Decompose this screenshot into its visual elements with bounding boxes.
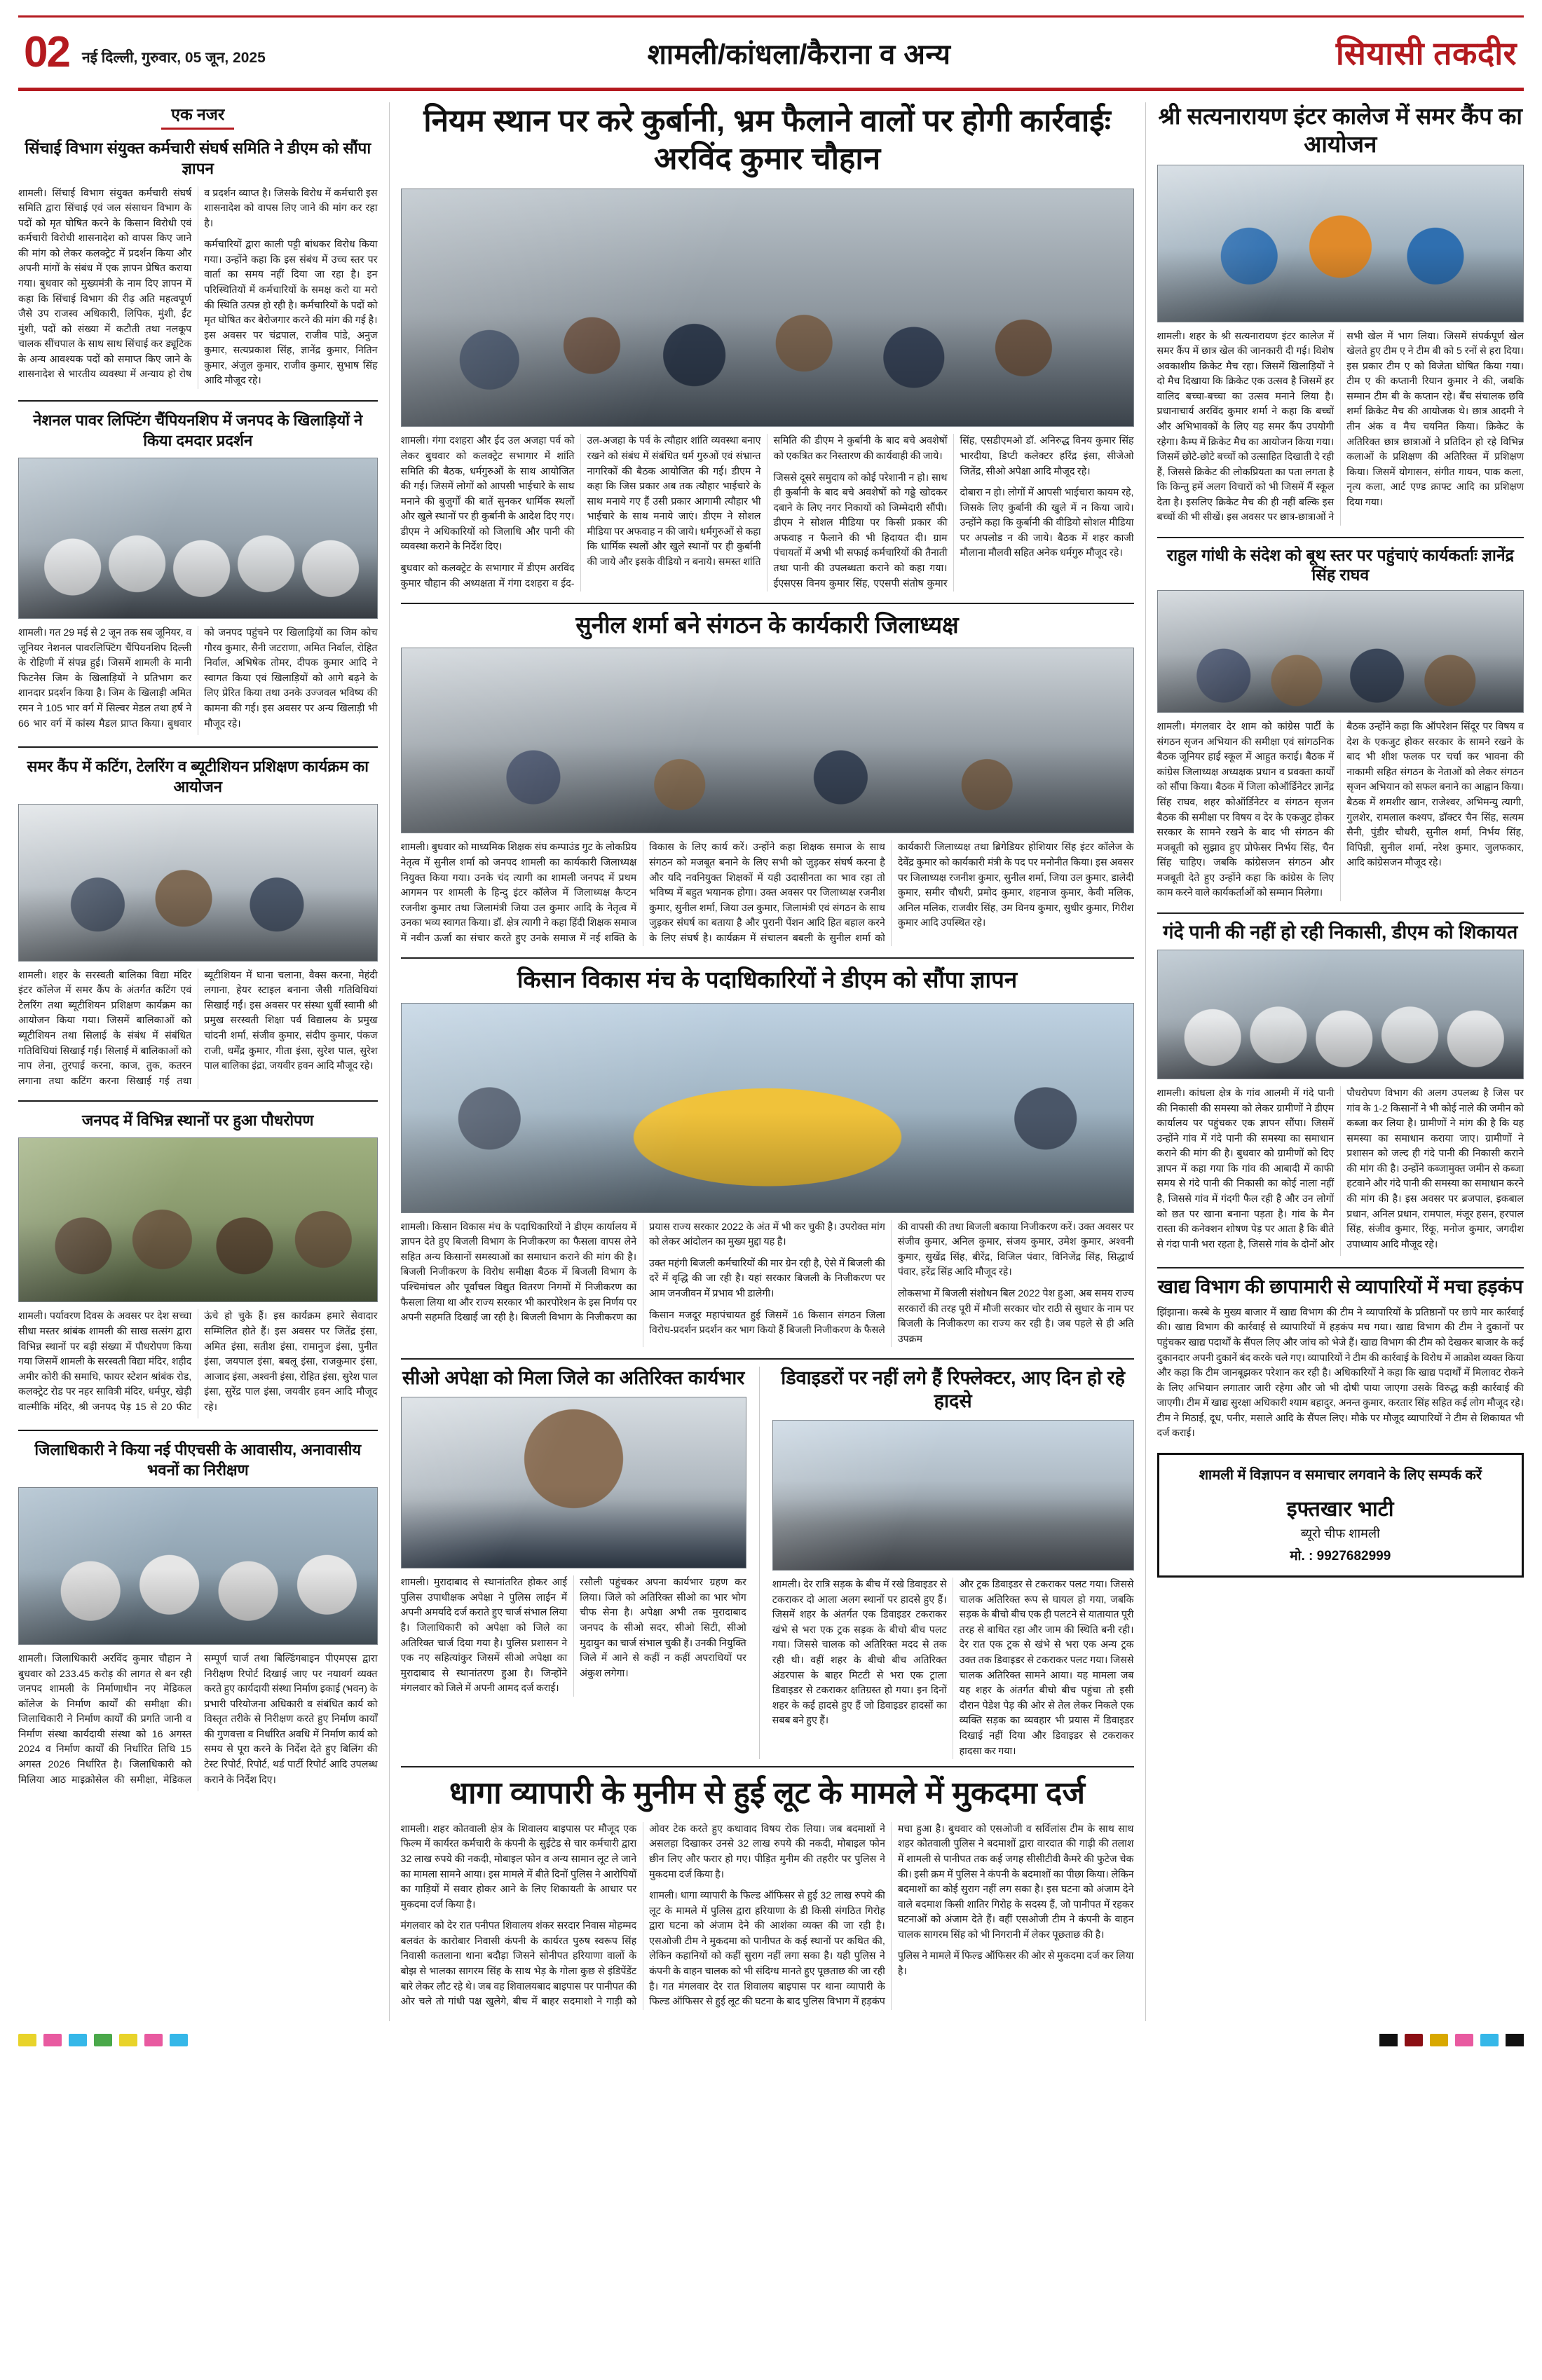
paragraph: शामली। शहर कोतवाली क्षेत्र के शिवालय बाइपास पर मौजूद एक फिल्म में कार्यरत कर्मचारी के कंपनी के सुईटेड से चार कर्मचारी द्वारा 32 लाख रुपये की नकदी, मोबाइल फोन व अन्य सामान लूट ले जाने का मामला सामने आया। इस मामले में बीते दिनों पुलिस ने आरोपियों का गाड़ियों में सवार होकर आने के लिए शिकायती के आधार पर मुकदमा दर्ज किया है। <box>400 1823 637 1910</box>
ad-line-1: शामली में विज्ञापन व समाचार लगवाने के लिए सम्पर्क करें <box>1199 1467 1482 1483</box>
paragraph: शामली। शहर के श्री सत्यनारायण इंटर कालेज में समर कैंप में छात्र खेल की जानकारी दी गई। विशेष अवकाशीय क्रिकेट मैच रहा। जिसमें खिलाड़ियों ने दो मैच दिखाया कि क्रिकेट एक उत्सव है जिसमें हर वालिद बच्चा-बच्चा का उत्सव मनाने लिया है। प्रधानाचार्य अरविंद कुमार शर्मा ने कहा कि बच्चों और अभिभावकों के लिए यह समर कैंप उपयोगी रहेगा। कैम्प में क्रिकेट मैच का आयोजन किया गया। जिसमें छोटे-छोटे बच्चों को उत्साहित दिखाती दे रही हैं, जिससे क्रिकेट की लोकप्रियता का पता लगता है कि किन्तु हमें अलग विचारों को भी जिसमें मैं स्कूल देता है। इसलिए क्रिकेट मैच की ही नहीं बल्कि इस बच्चों की भी सीखें। इस अवसर पर छात्र-छात्राओं ने सभी खेल में भाग लिया। जिसमें संपर्कपूर्ण खेल खेलते हुए टीम ए ने टीम बी को 5 रनों से हरा दिया। इस प्रकार टीम ए को विजेता घोषित किया गया। टीम ए की कप्तानी रियान कुमार ने की, जबकि सम्मान टीम बी के कप्तान रहे। बैंच संचालक छवि शर्मा क्रिकेट मैच की आयोजक थे। छात्र आदमी ने तीन अंक व मैच चयनित किया। क्रिकेट के अतिरिक्त छात्र छात्राओं ने प्रतिदिन हो रहे विभिन्न कलाओं के प्रशिक्षण की अतिरिक्त में प्रशिक्षण किया। जिसमें योगासन, संगीत गायन, पाक कला, नृत्य कला, आर्ट एण्ड क्राफ्ट आदि का प्रशिक्षण दिया गया। <box>1156 330 1524 524</box>
article-headline: सिंचाई विभाग संयुक्त कर्मचारी संघर्ष समिति ने डीएम को सौंपा ज्ञापन <box>25 139 371 178</box>
newspaper-page <box>0 15 1542 2380</box>
divider <box>401 603 1134 604</box>
color-bar-cyan <box>69 2034 87 2046</box>
article-headline: सुनील शर्मा बने संगठन के कार्यकारी जिलाध्यक्ष <box>575 612 959 638</box>
ad-designation: ब्यूरो चीफ शामली <box>1300 1526 1380 1540</box>
paragraph: बैठक उन्होंने कहा कि ऑपरेशन सिंदूर पर विषय व देश के एकजुट होकर सरकार के सामने रखने के बाद भी शीश फलक पर चर्चा कर भावना की नाकामी सहित संगठन के नेताओं को लेकर संगठन सृजन अभियान को सफल बनाने का आह्वान किया। बैठक में शमशीर खान, राजेश्वर, अभिमन्यु त्यागी, गुलशेर, रामलाल कश्यप, डॉक्टर चैन सिंह, सत्यम सैनी, पुंडीर चौधरी, सुनील शर्मा, निर्भय सिंह, विपिन्नी, सुनील शर्मा, नरेश कुमार, जुलफकार, आदि कांग्रेसजन मौजूद रहे। <box>1346 721 1524 869</box>
color-bar-black <box>1379 2034 1398 2046</box>
article-photo <box>1157 165 1524 322</box>
paragraph: शामली। पर्यावरण दिवस के अवसर पर देश सच्चा सीधा मस्तर श्रांबंक शामली की साख सत्संग द्वारा विभिन्न स्थानों पर बड़ी संख्या में पौधरोपण किया गया जिसमें शामली के सरस्वती विद्या मंदिर, शहीद अमीर कोरी की समाधि, फायर स्टेशन श्रांबंक रोड, कलक्ट्रेट रोड पर नहर सावित्री मंदिर, धर्मपुर, खेड़ी वाल्मीकि मंदिर, श्री जनपद पेड़ 15 से 20 फीट ऊंचे हो चुके हैं। इस कार्यक्रम हमारे सेवादार सम्मिलित होते हैं। इस अवसर पर जितेंद्र इंसा, अमित इंसा, सतीश इंसा, रामानुज इंसा, पुनीत इंसा, जयपाल इंसा, बबलू इंसा, राजकुमार इंसा, आजाद इंसा, अश्वनी इंसा, रोहित इंसा, सुरेश पाल इंसा, सुरेंद्र पाल इंसा, जयवीर हवन आदि मौजूद रहे। <box>18 1311 378 1413</box>
paragraph: बुधवार को कलक्ट्रेट के सभागार में डीएम अरविंद कुमार चौहान की अध्यक्षता में गंगा दशहरा व ईद-उल-अजहा के पर्व के त्यौहार शांति व्यवस्था बनाए रखने को संबंध में संबंधित धर्म गुरुओं एवं संभ्रान्त नागरिकों की बैठक आयोजित की गई। डीएम ने कहा कि जिस प्रकार अब तक त्यौहार भाईचारे के साथ मनाये गए हैं उसी प्रकार आगामी त्यौहार भी भाईचारे के साथ मनाये जाएं। डीएम ने सोशल मीडिया पर अफवाह न की जाये। धर्मगुरुओं से कहा कि धार्मिक स्थलों और खुले स्थानों पर ही कुर्बानी की जाये और इसके वीडियो न बनाये। समस्त शांति समिति की डीएम ने कुर्बानी के बाद बचे अवशेषों को एकत्रित कर निस्तारण की कार्यवाही की जाये। <box>400 435 948 589</box>
article-satyanarayan-summer-camp <box>1157 102 1524 526</box>
paragraph: उक्त महंगी बिजली कर्मचारियों की मार ग्रेन रही है, ऐसे में बिजली की दरें में वृद्धि की जा रही है। यहां सरकार बिजली के निजीकरण पर आम जनजीवन में प्रभाव भी डालेगी। <box>649 1257 885 1299</box>
article-dirty-water-complaint <box>1157 921 1524 1256</box>
article-headline: जनपद में विभिन्न स्थानों पर हुआ पौधरोपण <box>18 1100 378 1130</box>
article-headline: डिवाइडरों पर नहीं लगे हैं रिफ्लेक्टर, आए दिन हो रहे हादसे <box>781 1367 1126 1412</box>
article-headline: जिलाधिकारी ने किया नई पीएचसी के आवासीय, अनावासीय भवनों का निरीक्षण <box>18 1430 378 1480</box>
color-bar-cyan-3 <box>1480 2034 1499 2046</box>
article-body <box>772 1578 1134 1759</box>
article-headline: खाद्य विभाग की छापामारी से व्यापारियों में मचा हड़कंप <box>1157 1276 1523 1297</box>
article-photo <box>1157 590 1524 713</box>
page-number: 02 <box>24 28 69 76</box>
ek-nazar-tag <box>18 102 378 132</box>
article-headline: राहुल गांधी के संदेश को बूथ स्तर पर पहुंचाएं कार्यकर्ताः ज्ञानेंद्र सिंह राघव <box>1166 546 1514 584</box>
article-body <box>18 186 378 390</box>
article-body <box>18 969 378 1090</box>
color-bar-magenta <box>43 2034 62 2046</box>
divider <box>401 1766 1134 1767</box>
article-loot-case <box>401 1774 1134 2010</box>
color-bar-magenta-2 <box>144 2034 163 2046</box>
divider <box>1157 537 1524 538</box>
article-headline: गंदे पानी की नहीं हो रही निकासी, डीएम को शिकायत <box>1163 922 1518 943</box>
paragraph: शामली। बुधवार को माध्यमिक शिक्षक संघ कम्पाउंड गुट के लोकप्रिय नेतृत्व में सुनील शर्मा को जनपद शामली का कार्यकारी जिलाध्यक्ष नियुक्त किया गया। उनके चंद त्यागी का शामली जनपद में प्रथम आगमन पर शामली के हिन्दु इंटर कॉलेज में जिलाध्यक्ष कैप्टन रजनीश कुमार तथा जिलामंत्री जिया उल कुमार आदि के नेतृत्व में उनका भव्य स्वागत किया। डॉ. क्षेत्र त्यागी ने कहा हिंदी शिक्षक समाज में नवीन ऊर्जा का संचार करते हुए उनके समाज में नई शक्ति के विकास के लिए कार्य करें। उन्होंने कहा शिक्षक समाज के साथ संगठन को मजबूत बनाने के लिए सभी को जुड़कर संघर्ष करना है और यदि नवनियुक्त शिक्षकों में यही उदासीनता का भाव रहा तो भविष्य में बहुत भयानक होगा। उक्त अवसर पर जिलाध्यक्ष रजनीश कुमार, सुनील शर्मा, जिया उल कुमार, जिलामंत्री एवं संगठन के साथ जुड़कर संघर्ष का बताया है और पुरानी पेंशन आदि हित बहाल करने के लिए संघर्ष है। कार्यक्रम में संचालन बबली के सुनील शर्मा को कार्यकारी जिलाध्यक्ष तथा ब्रिगेडियर होशियार सिंह इंटर कॉलेज के देवेंद्र कुमार को कार्यकारी मंत्री के पद पर मनोनीत किया। इस अवसर पर जिलाध्यक्ष रजनीश कुमार, सुनील शर्मा, जिया उल कुमार, डालेदी कुमार, समीर चौधरी, प्रमोद कुमार, शहनाज कुमार, केवी मलिक, अनिल मलिक, राजवीर सिंह, उम विनय कुमार, सुधीर कुमार, गिरीश कुमार आदि उपस्थित रहे। <box>400 842 1134 944</box>
article-body <box>1157 720 1524 901</box>
paragraph: शामली। धागा व्यापारी के फिल्ड ऑफिसर से हुई 32 लाख रुपये की लूट के मामले में पुलिस द्वारा हरियाणा के डी किसी संगठित गिरोह द्वारा घटना को अंजाम देने की आशंका व्यक्त की जा रही है। एसओजी टीम ने मुकदमा को पानीपत के कई स्थानों पर कथित की, लेकिन कहानियों को कहीं सुराग नहीं लगा सका है। यही पुलिस ने कंपनी के वाहन चालक को भी संदिग्ध मानते हुए पूछताछ की जा रही है। गत मंगलवार देर रात शिवालय बाइपास पर थाना व्यापारी के फिल्ड ऑफिसर से हुई लूट की घटना के बाद पुलिस विभाग में हड़कंप मचा हुआ है। बुधवार को एसओजी व सर्विलांस टीम के साथ साथ शहर कोतवाली पुलिस ने बदमाशों द्वारा वारदात की गाड़ी की तलाश में शामली से पानीपत तक कई जगह सीसीटीवी कैमरे की फुटेज चेक की। इसी क्रम में पुलिस ने कंपनी के बदमाशों का पीछा किया। लेकिन बदमाशों का कोई सुराग नहीं लग सका है। इस घटना को अंजाम देने वाले बदमाश किसी शातिर गिरोह के सदस्य हैं, जो पानीपत में रहकर घटनाओं को अंजाम देते हैं। वहीं एसओजी टीम ने कंपनी के वाहन चालक सागरम सिंह को भी निगरानी में लेकर पूछताछ की है। <box>649 1823 1134 2008</box>
two-article-row <box>401 1367 1134 1759</box>
left-column <box>18 102 390 2021</box>
section-title: शामली/कांधला/कैराना व अन्य <box>647 39 951 70</box>
article-dividers-reflectors <box>759 1367 1134 1759</box>
article-body <box>401 1575 746 1697</box>
advertisement-box <box>1157 1453 1524 1578</box>
article-photo <box>1157 950 1524 1079</box>
article-body <box>18 626 378 735</box>
ad-contact-name: इफ्तखार भाटी <box>1286 1497 1394 1521</box>
article-body <box>1157 1086 1524 1256</box>
ad-mobile: मो. : 9927682999 <box>1290 1548 1391 1564</box>
article-body <box>401 1220 1134 1348</box>
article-photo <box>772 1420 1134 1571</box>
registration-color-bars <box>18 2034 1524 2046</box>
article-body <box>1157 329 1524 526</box>
paragraph: रसौली पहुंचकर अपना कार्यभार ग्रहण कर लिया। जिले को अतिरिक्त सीओ का भार भोग चीफ सेना है। अपेक्षा अभी तक मुरादाबाद जनपद के सीओ सदर, सीओ सिटी, सीओ मुदायुन का चार्ज संभाल चुकी हैं। उनकी नियुक्ति जिले में आने से कहीं न कहीं अपराधियों पर अंकुश लगेगा। <box>580 1577 746 1679</box>
article-photo <box>18 1487 378 1645</box>
masthead-left <box>18 18 453 88</box>
paragraph: लोकसभा में बिजली संशोधन बिल 2022 पेश हुआ, अब समय राज्य सरकारों की तरह पूरी में मौजी सरकार चोर राठी से सुधार के नाम पर बिजली के निजीकरण का राज्य कर रही है। जब पहले से ही अति उपक्रम <box>897 1287 1134 1345</box>
article-headline: समर कैंप में कटिंग, टेलरिंग व ब्यूटीशियन प्रशिक्षण कार्यक्रम का आयोजन <box>18 746 378 797</box>
paragraph: शामली। गत 29 मई से 2 जून तक सब जूनियर, व जूनियर नेशनल पावरलिफ्टिंग चैंपियनशिप दिल्ली के रोहिणी में संपन्न हुई। जिसमें शामली के मानी फिटनेस जिम के खिलाड़ियों ने प्रतिभाग कर शानदार प्रदर्शन किया है। जिम के खिलाड़ी अमित रमन ने 105 भार वर्ग में सिल्वर मेडल तथा हर्ष ने 66 भार वर्ग में कांस्य मैडल प्राप्त किया। बुधवार को जनपद पहुंचने पर खिलाड़ियों का जिम कोच गौरव कुमार, सैनी जटराणा, अमित निर्वाल, रोहित निर्वाल, अभिषेक तोमर, दीपक कुमार आदि ने स्वागत किया एवं खिलाड़ियों को आगे बढ़ने के लिए प्रेरित किया तथा उनके उज्जवल भविष्य की कामना की गई। इस अवसर पर अन्य खिलाड़ी भी मौजूद रहे। <box>18 627 378 730</box>
paragraph: किसान मजदूर महापंचायत हुई जिसमें 16 किसान संगठन जिला विरोध-प्रदर्शन प्रदर्शन कर भाग कियो हैं बिजली निजीकरण के फैसले की वापसी की तथा बिजली बकाया निजीकरण करें। उक्त अवसर पर संजीव कुमार, अनिल कुमार, संजय कुमार, उमेश कुमार, अश्वनी कुमार, सुखेंद्र सिंह, बीरेंद्र, विजिल पंवार, विनिजेंद्र सिंह, सिद्धार्थ पंवार, हरेंद्र सिंह आदि मौजूद रहे। <box>649 1221 1134 1336</box>
article-body <box>401 840 1134 946</box>
divider <box>1157 1267 1524 1268</box>
color-bar-green <box>94 2034 112 2046</box>
color-bar-magenta-3 <box>1455 2034 1473 2046</box>
lead-headline: नियम स्थान पर करे कुर्बानी, भ्रम फैलाने वालों पर होगी कार्रवाईः अरविंद कुमार चौहान <box>423 104 1111 176</box>
color-bar-red <box>1405 2034 1423 2046</box>
article-sunil-sharma <box>401 611 1134 946</box>
article-headline: धागा व्यापारी के मुनीम से हुई लूट के मामले में मुकदमा दर्ज <box>449 1776 1085 1811</box>
newspaper-brand: सियासी तकदीर <box>1335 35 1517 71</box>
color-bar-cyan-2 <box>170 2034 188 2046</box>
color-bar-yellow-2 <box>119 2034 137 2046</box>
paragraph: शामली। मंगलवार देर शाम को कांग्रेस पार्टी के संगठन सृजन अभियान की समीक्षा एवं सांगठनिक बैठक जूनियर हाई स्कूल में आहुत कराई। बैठक में कांग्रेस जिलाध्यक्ष अध्यक्षक प्रधान व प्रवक्ता कार्यों को सौंपा किया। बैठक में जिला कोऑर्डिनेटर ज्ञानेंद्र सिंह राघव, शहर कोऑर्डिनेटर व संगठन सृजन बैठक की समीक्षा पर विषय व देर के एकजुट होकर सरकार के सामने रखने के बाद भी संगठन की मजबूती को सुझाव हुए प्रोफेसर निर्भय सिंह, चैन सिंह चाहिए। जबकि कांग्रेसजन संगठन और मजबूती देते हुए उन्होंने कहा कि कांग्रेस के लिए काम करने वाले कार्यकर्ताओं को सम्मान मिलेगा। <box>1156 721 1335 899</box>
article-body <box>18 1652 378 1791</box>
divider <box>401 1358 1134 1360</box>
article-body <box>18 1309 378 1418</box>
article-headline: नेशनल पावर लिफ्टिंग चैंपियनशिप में जनपद के खिलाड़ियों ने किया दमदार प्रदर्शन <box>18 400 378 451</box>
paragraph: जिससे दूसरे समुदाय को कोई परेशानी न हो। साथ ही कुर्बानी के बाद बचे अवशेषों को गढ्ढे खोदकर दबाने के लिए नगर निकायों को जिम्मेदारी सौंपी। डीएम ने सोशल मीडिया पर किसी प्रकार की अफवाह न फैलाने की भी हिदायत दी। ग्राम पंचायतों में अभी भी सफाई कर्मचारियों की तैनाती तथा पानी की उपलब्धता कराने को कहा गया। ईएसएस विनय कुमार सिंह, एएसपी संतोष कुमार सिंह, एसडीएमओ डॉ. अनिरुद्ध विनय कुमार सिंह भारदीया, डिप्टी कलेक्टर हरिंद्र इंसा, सीजेओ जितेंद्र, सीओ अपेक्षा आदि मौजूद रहे। <box>773 435 1134 589</box>
paragraph: शामली। गंगा दशहरा और ईद उल अजहा पर्व को लेकर बुधवार को कलक्ट्रेट सभागार में शांति समिति की बैठक, धर्मगुरुओं के साथ आयोजित की गई। जिसमें लोगों को आपसी भाईचारे के साथ मनाने की बुजुर्गों की बातें सुनकर धार्मिक स्थलों और खुले स्थानों पर ही कुर्बानी के आदेश दिए गए। डीएम ने अधिकारियों को जिलाधि और पानी की व्यवस्था कराने के निर्देश दिए। <box>400 435 575 553</box>
article-photo <box>18 804 378 962</box>
article-headline: श्री सत्यनारायण इंटर कालेज में समर कैंप का आयोजन <box>1158 103 1522 158</box>
color-bar-gold <box>1430 2034 1448 2046</box>
article-dm-inspection <box>18 1430 378 1791</box>
article-body <box>401 1822 1134 2010</box>
paragraph: शामली। सिंचाई विभाग संयुक्त कर्मचारी संघर्ष समिति द्वारा सिंचाई एवं जल संसाधन विभाग के पदों को मृत घोषित करने के किसान विरोधी एवं कर्मचारी विरोधी शासनादेश को वापस किए जाने की मांग को लेकर कलक्ट्रेट में प्रदर्शन किया और अपनी मांगों के संबंध में एक ज्ञापन प्रेषित कराया गया। बुधवार को मुख्यमंत्री के नाम दिए ज्ञापन में कहा कि सिंचाई विभाग की रीढ़ अति महत्वपूर्ण जैसे उप राजस्व अधिकारी, लिपिक, मुंशी, ईंट मुंशी, पदों को संख्या में कटौती तथा नलकूप चालक सींचपाल के साथ साथ सिंचाई कर ड्यूटिक के अन्य आवश्यक पदों को समाप्त किए जाने के शासनादेश से भारतीय व्यवस्था में अन्याय हो रोष व प्रदर्शन व्याप्त है। जिसके विरोध में कर्मचारी इस शासनादेश को वापस लिए जाने की मांग कर रहा है। <box>18 187 378 381</box>
paragraph: कर्मचारियों द्वारा काली पट्टी बांधकर विरोध किया गया। उन्होंने कहा कि इस संबंध में उच्च स्तर पर वार्ता का समय नहीं दिया जा रहा है। इन परिस्थितियों में कर्मचारियों के समक्ष करो या मरो की स्थिति उत्पन्न हो रही है। कर्मचारियों के पदों को मृत घोषित कर बेरोजगार करने की मांग की गई है। इस अवसर पर चंद्रपाल, राजीव पांडे, अनुज कुमार, सत्यप्रकाश सिंह, ज्ञानेंद्र कुमार, नितिन कुमार, अंजुल कुमार, राजीव कुमार, सुभाष सिंह आदि मौजूद रहे। <box>204 239 378 387</box>
paragraph: झिंझाना। कस्बे के मुख्य बाजार में खाद्य विभाग की टीम ने व्यापारियों के प्रतिष्ठानों पर छापे मार कार्रवाई की। खाद्य विभाग की कार्रवाई से व्यापारियों में हड़कंप मच गया। खाद्य विभाग की टीम ने दुकानों पर पहुंचकर खाद्य पदार्थों के सैंपल लिए और जांच को भेजे हैं। खाद्य विभाग की टीम को देखकर बाजार के कई दुकानदार अपनी दुकानें बंद करके चले गए। व्यापारियों ने टीम की कार्रवाई के विरोध में आक्रोश व्यक्त किया और कहा कि टीम जानबूझकर परेशान कर रही है। अधिकारियों ने कहा कि खाद्य पदार्थों में मिलावट रोकने के लिए अभियान लगातार जारी रहेगा और जो भी दोषी पाया जाएगा उसके विरुद्ध कड़ी कार्रवाई की जाएगी। टीम में खाद्य सुरक्षा अधिकारी श्याम बहादुर, अनन्त कुमार, करतार सिंह सहित कई लोग मौजूद रहे। टीम ने मिठाई, दूध, पनीर, मसाले आदि के सैंपल लिए। मौके पर मौजूद व्यापारियों ने टीम से शिकायत भी दर्ज कराई। <box>1156 1306 1524 1439</box>
paragraph: दोबारा न हो। लोगों में आपसी भाईचारा कायम रहे, जिसके लिए कुर्बानी की खुले में न किया जाये। उन्होंने कहा कि कुर्बानी की वीडियो सोशल मीडिया पर अपलोड न की जाये। बैठक में शहर काजी मौलाना मौलवी सहित अनेक धर्मगुरु मौजूद रहे। <box>960 487 1134 559</box>
paragraph: शामली। मुरादाबाद से स्थानांतरित होकर आई पुलिस उपाधीक्षक अपेक्षा ने पुलिस लाईन में अपनी अमर्यादे दर्ज कराते हुए चार्ज संभाल लिया है। जिलाधिकारी को अपेक्षा को जिले का अतिरिक्त चार्ज दिया गया है। पुलिस प्रशासन ने एक नए सहित्यांकुर जिसमें सीओ अपेक्षा का मुरादाबाद से स्थानांतरण हुआ है। जिन्होंने मंगलवार को जिले में अपनी आमद दर्ज कराई। <box>400 1577 568 1695</box>
article-kisan-vikas-manch <box>401 966 1134 1347</box>
masthead <box>18 15 1524 91</box>
paragraph: पुलिस ने मामले में फिल्ड ऑफिसर की ओर से मुकदमा दर्ज कर लिया है। <box>897 1950 1134 1977</box>
article-food-dept-raid <box>1157 1276 1524 1442</box>
ek-nazar-label: एक नजर <box>161 102 234 130</box>
paragraph: और ट्रक डिवाइडर से टकराकर पलट गया। जिससे चालक अतिरिक्त रूप से घायल हो गया, जबकि सड़क के बीचो बीच एक ही पलटने से यातायात पूरी तरह से बाधित रहा और जाम की स्थिति बनी रही। देर रात एक ट्रक से खंभे से भरा एक अन्य ट्रक उक्त तक डिवाइडर से टकराकर पलट गया। जिससे चालक अतिरिक्त सामने आया। यह मामला जब यह शहर के अंतर्गत बीचो बीच पहुंचा तो इसी दौरान पेडेश पेड़ की ओर से तेल लेकर निकले एक व्यक्ति सड़क का व्यवहार भी प्रयास में डिवाइडर दिखाई नहीं दिया और डिवाइडर से टकराकर हादसा कर गया। <box>959 1579 1134 1757</box>
article-headline: सीओ अपेक्षा को मिला जिले का अतिरिक्त कार्यभार <box>402 1367 745 1389</box>
article-irrigation-memorandum <box>18 138 378 389</box>
article-summer-camp-tailoring <box>18 746 378 1090</box>
middle-column <box>390 102 1146 2021</box>
article-powerlifting <box>18 400 378 735</box>
divider <box>401 957 1134 959</box>
article-photo <box>18 1137 378 1302</box>
page-body <box>18 102 1524 2021</box>
lead-photo <box>401 189 1134 427</box>
dateline: नई दिल्ली, गुरुवार, 05 जून, 2025 <box>81 50 266 66</box>
article-photo <box>18 458 378 619</box>
article-photo <box>401 648 1134 833</box>
divider <box>1157 912 1524 914</box>
paragraph: शामली। शहर के सरस्वती बालिका विद्या मंदिर इंटर कॉलेज में समर कैंप के अंतर्गत कटिंग एवं टेलरिंग तथा ब्यूटीशियन प्रशिक्षण कार्यक्रम का आयोजन किया गया। जिसमें बालिकाओं को ब्यूटीशियन तथा सिलाई के संबंध में संबंधित गतिविधियां सिखाईं गईं। सिलाई में बालिकाओं को नाप लेना, तुरपाई करना, काज, तुक, कतरन लगाना तथा कटिंग करना सिखाई गई तथा ब्यूटीशियन में घाना चलाना, वैक्स करना, मेहंदी लगाना, हेयर स्टाइल बनाना जैसी गतिविधियां सिखाई गईं। इस अवसर पर संस्था धुर्वी स्वामी श्री प्रमुख सरस्वती शिक्षा पर्व विद्यालय के प्रमुख चांदनी शर्मा, संजीव कुमार, संदीप कुमार, पंकज राजी, धर्मेंद्र कुमार, गीता इंसा, सुरेश पाल, सुरेश पाल बालिका इंद्रा, जयवीर हवन आदि मौजूद रहे। <box>18 969 378 1087</box>
article-rahul-gandhi-message <box>1157 545 1524 901</box>
article-photo <box>401 1003 1134 1213</box>
paragraph: मंगलवार को देर रात पनीपत शिवालय शंकर सरदार निवास मोहम्मद बलवंत के कारोबार निवासी कंपनी के कार्यरत पुरुष स्वरूप सिंह निवासी कतलाना थाना बदौड़ा जिसने सोनीपत हरियाणा वालों के बोझ से भालका सागरम सिंह के साथ भेड़ के गोला कुछ से इंडिपेंडेंट बारे लेकर लौट रहे थे। जब वह शिवालयबाद बाइपास पर पानीपत की ओर चले तो गांधी पक्ष खुलेगे, बीच में बाहर सदमाशो ने गाड़ी को ओवर टेक करते हुए कथावाद विषय रोक लिया। जब बदमाशों ने असलहा दिखाकर उनसे 32 लाख रुपये की नकदी, मोबाइल फोन छीन लिए और फरार हो गए। पीड़ित मुनीम की तहरीर पर पुलिस ने मुकदमा दर्ज किया है। <box>400 1823 885 2008</box>
article-headline: किसान विकास मंच के पदाधिकारियों ने डीएम को सौंपा ज्ञापन <box>517 966 1018 993</box>
paragraph: शामली। जिलाधिकारी अरविंद कुमार चौहान ने बुधवार को 233.45 करोड़ की लागत से बन रही जनपद शामली के निर्माणाधीन नए मेडिकल कॉलेज के निर्माण कार्यों की समीक्षा की। जिलाधिकारी ने निर्माण कार्यों की प्रगति जानी व निर्माण संस्था कार्यदायी संस्था को 16 अगस्त 2024 व निर्माण कार्यों की निर्धारित तिथि 15 अगस्त 2026 निर्धारित है। जिलाधिकारी को मिलिया आठ माइक्रोसेल की समीक्षा, मेडिकल सम्पूर्ण चार्ज तथा बिल्डिंगबाइन पीएमएस द्वारा निरीक्षण रिपोर्ट दिखाई जाए पर नयावर्ग व्यक्त करते हुए कार्यदायी संस्था निर्माण इकाई (भवन) के प्रभारी परियोजना अधिकारी व संबंधित कार्य को विस्तृत तरीके से निरीक्षण करते हुए निर्माण कार्यों की गुणवत्ता व निर्धारित अवधि में निर्माण कार्य को समय से पूरा करने के निर्देश देते हुए बिलिंग की टेस्ट रिपोर्ट, रिपोर्ट, थर्ड पार्टी रिपोर्ट आदि उपलब्ध कराने के निर्देश दिए। <box>18 1653 378 1786</box>
article-photo <box>401 1397 746 1568</box>
color-bar-yellow <box>18 2034 36 2046</box>
right-column <box>1146 102 1524 2021</box>
article-lead-qurbani <box>401 102 1134 591</box>
paragraph: शामली। कांधला क्षेत्र के गांव आलमी में गंदे पानी की निकासी की समस्या को लेकर ग्रामीणों ने डीएम कार्यालय पर पहुंचकर एक ज्ञापन सौंपा। जिसमें उन्होंने गांव में गंदे पानी की समस्या का समाधान कराने की मांग की है। बुधवार को ग्रामीणों को दिए ज्ञापन में कहा गया कि गांव की आबादी में काफी समय से गंदे पानी की निकासी का कोई नाला नहीं है, जिससे गांव में गंदगी फैल रही है और उन लोगों को छत पर खाना बनाना पड़ता है। गांव के मैन रास्ता की कनेक्शन शोषण पेड़ पर आता है कि बीते से गंदा पानी भरा रहता है, जिससे गांव के दोनों ओर पौधरोपण विभाग की अलग उपलब्ध है जिस पर गांव के 1-2 किसानों ने भी कोई नाले की जमीन को कब्जा कर लिया है। ग्रामीणों ने मांग की है कि यह समस्या का समाधान कराया जाए। ग्रामीणों ने प्रशासन को जल्द ही गंदे पानी की निकासी कराने की मांग की है। उन्होंने कब्जामुक्त जमीन से कब्जा हटवाने और गंदे पानी की समस्या का समाधान करने की मांग की है। इस अवसर पर ब्रजपाल, इकबाल प्रधान, अनिल प्रधान, रामपाल, मंजूर हसन, हरपाल सिंह, संजीव कुमार, रिंकू, मनोज कुमार, जगदीश उपाध्याय आदि मौजूद रहे। <box>1156 1087 1524 1250</box>
paragraph: शामली। देर रात्रि सड़क के बीच में रखे डिवाइडर से टकराकर दो आला अलग स्थानों पर हादसे हुए हैं। जिसमें शहर के अंतर्गत एक डिवाइडर टकराकर खंभे से भरा एक ट्रक सड़क के बीचो बीच पलट गया। जिससे चालक को अतिरिक्त मदद से तक रही थी। वहीं शहर के बीचो बीच अतिरिक्त अंडरपास के बाहर मिटटी से भरा एक ट्राला डिवाइडर से टकराकर क्षतिग्रस्त हो गया। इन दिनों शहर के कई हादसे हुए हैं जो डिवाइडर हादसों का सबब बने हुए हैं। <box>772 1579 947 1727</box>
article-body <box>1157 1306 1524 1442</box>
article-co-apeksha <box>401 1367 746 1759</box>
color-bar-black-2 <box>1506 2034 1524 2046</box>
article-plantation <box>18 1100 378 1418</box>
paragraph: शामली। किसान विकास मंच के पदाधिकारियों ने डीएम कार्यालय में ज्ञापन देते हुए बिजली विभाग के निजीकरण का फैसला वापस लेने सहित अन्य किसानों समस्याओं का समाधान कराने की मांग की है। बिजली निजीकरण के विरोध समीक्षा बैठक में बिजली विभाग के पश्चिमांचल और पूर्वांचल विद्युत वितरण निगमों में निजीकरण का फैसला लिया था और राज्य सरकार भी कारपोरेशन के इस निर्णय पर अपनी सहमति दिखाई जा रही है। बिजली विभाग के निजीकरण का प्रयास राज्य सरकार 2022 के अंत में भी कर चुकी है। उपरोक्त मांग को लेकर आंदोलन का मुख्य मुद्दा यह है। <box>400 1221 885 1324</box>
lead-body <box>401 434 1134 591</box>
